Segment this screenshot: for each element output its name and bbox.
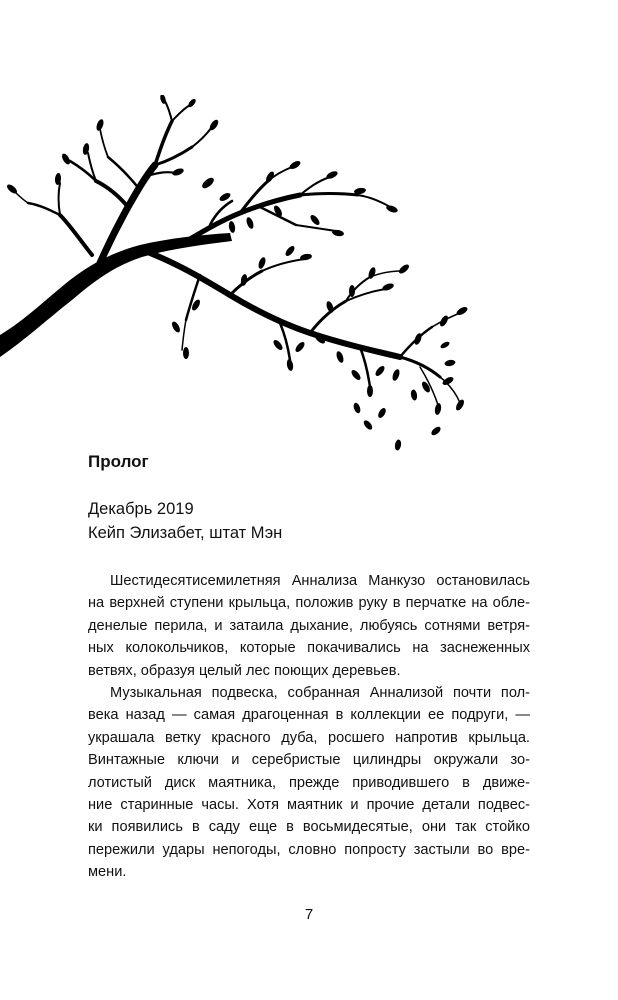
text-line: ки появились в саду еще в восьмидесятые, они так стойко [88,819,530,836]
text-line: ветвях, образуя целый лес поющих деревьев. [88,662,401,679]
epigraph-date: Декабрь 2019 [88,500,194,518]
text-line: ных колокольчиков, которые покачивались на заснеженных [88,640,530,657]
text-line: лотистый диск маятника, прежде приводившего в движе- [88,774,530,791]
body-text [88,570,530,883]
epigraph-place: Кейп Элизабет, штат Мэн [88,524,283,542]
text-line: ние старинные часы. Хотя маятник и прочие детали подвес- [88,796,530,813]
chapter-title: Пролог [88,452,149,471]
text-line: денелые перила, и затаила дыхание, любуясь сотнями ветря- [88,617,530,634]
text-line: украшала ветку красного дуба, росшего напротив крыльца. [88,729,530,746]
tree-branch-illustration [0,95,470,455]
epigraph [88,497,282,545]
text-line: Шестидесятисемилетняя Аннализа Манкузо остановилась [110,573,530,589]
text-line: Винтажные ключи и серебристые цилиндры окружали зо- [88,752,530,769]
text-line: века назад — самая драгоценная в коллекции ее подруги, — [88,707,530,724]
text-line: на верхней ступени крыльца, положив руку в перчатке на обле- [88,595,530,612]
text-line: пережили удары непогоды, словно попросту застыли во вре- [88,841,530,858]
text-line: Музыкальная подвеска, собранная Аннализой почти пол- [110,684,530,701]
text-line: мени. [88,864,127,881]
page-number: 7 [304,906,314,923]
